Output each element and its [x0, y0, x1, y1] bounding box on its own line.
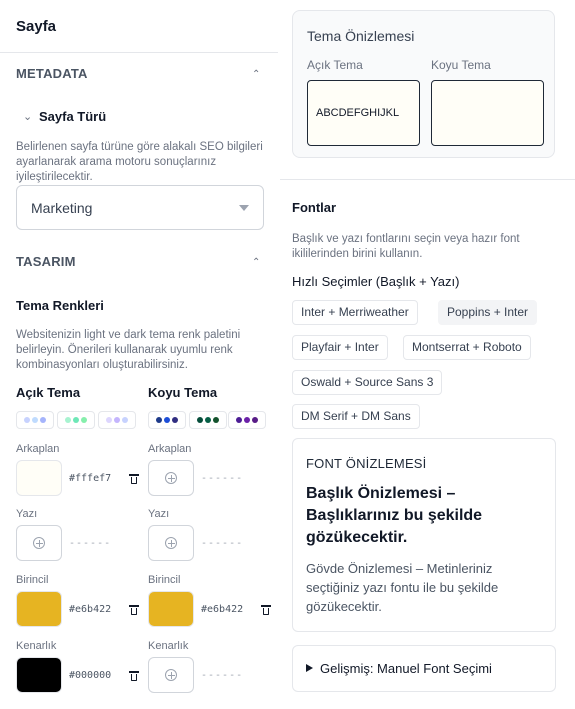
theme-colors-title: Tema Renkleri	[16, 298, 104, 313]
light-palette-preset[interactable]	[98, 411, 136, 429]
light-palette-preset[interactable]	[57, 411, 95, 429]
light-field-label: Birincil	[16, 574, 49, 586]
theme-preview-card	[292, 10, 555, 158]
dark-hex-value: ------	[201, 473, 244, 484]
page-type-title: Sayfa Türü	[39, 109, 107, 124]
palette-dot	[197, 417, 203, 423]
dark-palette-preset[interactable]	[148, 411, 186, 429]
chevron-down-icon: ⌄	[23, 111, 33, 123]
theme-colors-description: Websitenizin light ve dark tema renk paletini belirleyin. Önerileri kullanarak uyumlu renk kombinasyonları oluşturabilirsiniz.	[16, 329, 241, 371]
advanced-font-toggle[interactable]	[292, 645, 556, 692]
dark-field-label: Yazı	[148, 508, 170, 520]
palette-dot	[73, 417, 79, 423]
chevron-up-icon[interactable]: ⌃	[252, 69, 261, 80]
dark-hex-value: ------	[201, 538, 244, 549]
settings-sidebar	[0, 0, 278, 709]
dark-color-picker[interactable]	[148, 460, 194, 496]
dark-theme-title: Koyu Tema	[148, 385, 218, 400]
sidebar-title: Sayfa	[16, 18, 57, 35]
palette-dot	[65, 417, 71, 423]
light-field-label: Kenarlık	[16, 640, 57, 652]
dark-palette-preset[interactable]	[228, 411, 266, 429]
dark-field-label: Arkaplan	[148, 443, 192, 455]
palette-dot	[172, 417, 178, 423]
light-hex-value: #e6b422	[69, 604, 112, 615]
font-pair-chip[interactable]: Montserrat + Roboto	[403, 335, 531, 360]
palette-dot	[156, 417, 162, 423]
palette-dot	[213, 417, 219, 423]
advanced-font-label: Gelişmiş: Manuel Font Seçimi	[320, 661, 492, 676]
dark-hex-value: ------	[201, 670, 244, 681]
color-picker-icon	[165, 472, 177, 484]
palette-dot	[252, 417, 258, 423]
palette-dot	[106, 417, 112, 423]
quick-picks-title: Hızlı Seçimler (Başlık + Yazı)	[292, 274, 460, 289]
palette-dot	[40, 417, 46, 423]
light-hex-value: #000000	[69, 670, 112, 681]
palette-dot	[122, 417, 128, 423]
dark-preview-label: Koyu Tema	[431, 58, 491, 72]
font-pair-chip[interactable]: Inter + Merriweather	[292, 300, 418, 325]
fonts-description: Başlık ve yazı fontlarını seçin veya hazır font ikililerinden birini kullanın.	[292, 233, 520, 260]
chevron-up-icon[interactable]: ⌃	[252, 257, 261, 268]
section-header-metadata[interactable]: METADATA	[16, 66, 88, 81]
divider	[0, 52, 278, 53]
font-preview-label: FONT ÖNİZLEMESİ	[306, 456, 427, 471]
light-field-label: Arkaplan	[16, 443, 60, 455]
preview-panel	[280, 0, 575, 709]
dark-color-picker[interactable]	[148, 525, 194, 561]
palette-dot	[24, 417, 30, 423]
dark-color-picker[interactable]	[148, 657, 194, 693]
color-picker-icon	[165, 669, 177, 681]
font-preview-card	[292, 438, 556, 632]
preview-sample-text: ABCDEFGHIJKL	[316, 107, 400, 119]
trash-icon[interactable]	[130, 671, 138, 681]
trash-icon[interactable]	[130, 474, 138, 484]
light-color-swatch[interactable]	[16, 657, 62, 693]
dark-theme-preview	[431, 80, 544, 146]
theme-preview-title: Tema Önizlemesi	[307, 28, 415, 44]
palette-dot	[205, 417, 211, 423]
light-color-picker[interactable]	[16, 525, 62, 561]
palette-dot	[32, 417, 38, 423]
page-type-select[interactable]	[16, 185, 264, 230]
light-color-swatch[interactable]	[16, 460, 62, 496]
font-pair-chip[interactable]: Oswald + Source Sans 3	[292, 370, 442, 395]
light-preview-label: Açık Tema	[307, 58, 363, 72]
palette-dot	[114, 417, 120, 423]
font-preview-body: Gövde Önizlemesi – Metinleriniz seçtiğiniz yazı fontu ile bu şekilde gözükecektir.	[306, 561, 499, 614]
page-type-value: Marketing	[31, 200, 93, 216]
trash-icon[interactable]	[130, 605, 138, 615]
light-palette-preset[interactable]	[16, 411, 54, 429]
palette-dot	[236, 417, 242, 423]
font-pair-chip[interactable]: Playfair + Inter	[292, 335, 388, 360]
palette-dot	[81, 417, 87, 423]
divider	[280, 179, 575, 180]
light-theme-title: Açık Tema	[16, 385, 81, 400]
font-pair-chip-selected[interactable]: Poppins + Inter	[438, 300, 537, 325]
triangle-right-icon	[306, 664, 313, 672]
light-color-swatch[interactable]	[16, 591, 62, 627]
light-hex-value: ------	[69, 538, 112, 549]
dark-field-label: Birincil	[148, 574, 181, 586]
color-picker-icon	[165, 537, 177, 549]
caret-down-icon	[239, 205, 249, 211]
font-pair-chip[interactable]: DM Serif + DM Sans	[292, 404, 420, 429]
color-picker-icon	[33, 537, 45, 549]
light-field-label: Yazı	[16, 508, 38, 520]
light-hex-value: #fffef7	[69, 473, 112, 484]
section-header-design[interactable]: TASARIM	[16, 254, 76, 269]
palette-dot	[244, 417, 250, 423]
fonts-title: Fontlar	[292, 200, 337, 215]
dark-palette-preset[interactable]	[189, 411, 227, 429]
dark-field-label: Kenarlık	[148, 640, 189, 652]
trash-icon[interactable]	[262, 605, 270, 615]
dark-color-swatch[interactable]	[148, 591, 194, 627]
dark-hex-value: #e6b422	[201, 604, 244, 615]
palette-dot	[164, 417, 170, 423]
font-preview-heading: Başlık Önizlemesi – Başlıklarınız bu şekilde gözükecektir.	[306, 485, 483, 546]
page-type-description: Belirlenen sayfa türüne göre alakalı SEO bilgileri ayarlanarak arama motoru sonuçlarınız iyileştirilecektir.	[16, 141, 263, 183]
light-theme-preview	[307, 80, 420, 146]
